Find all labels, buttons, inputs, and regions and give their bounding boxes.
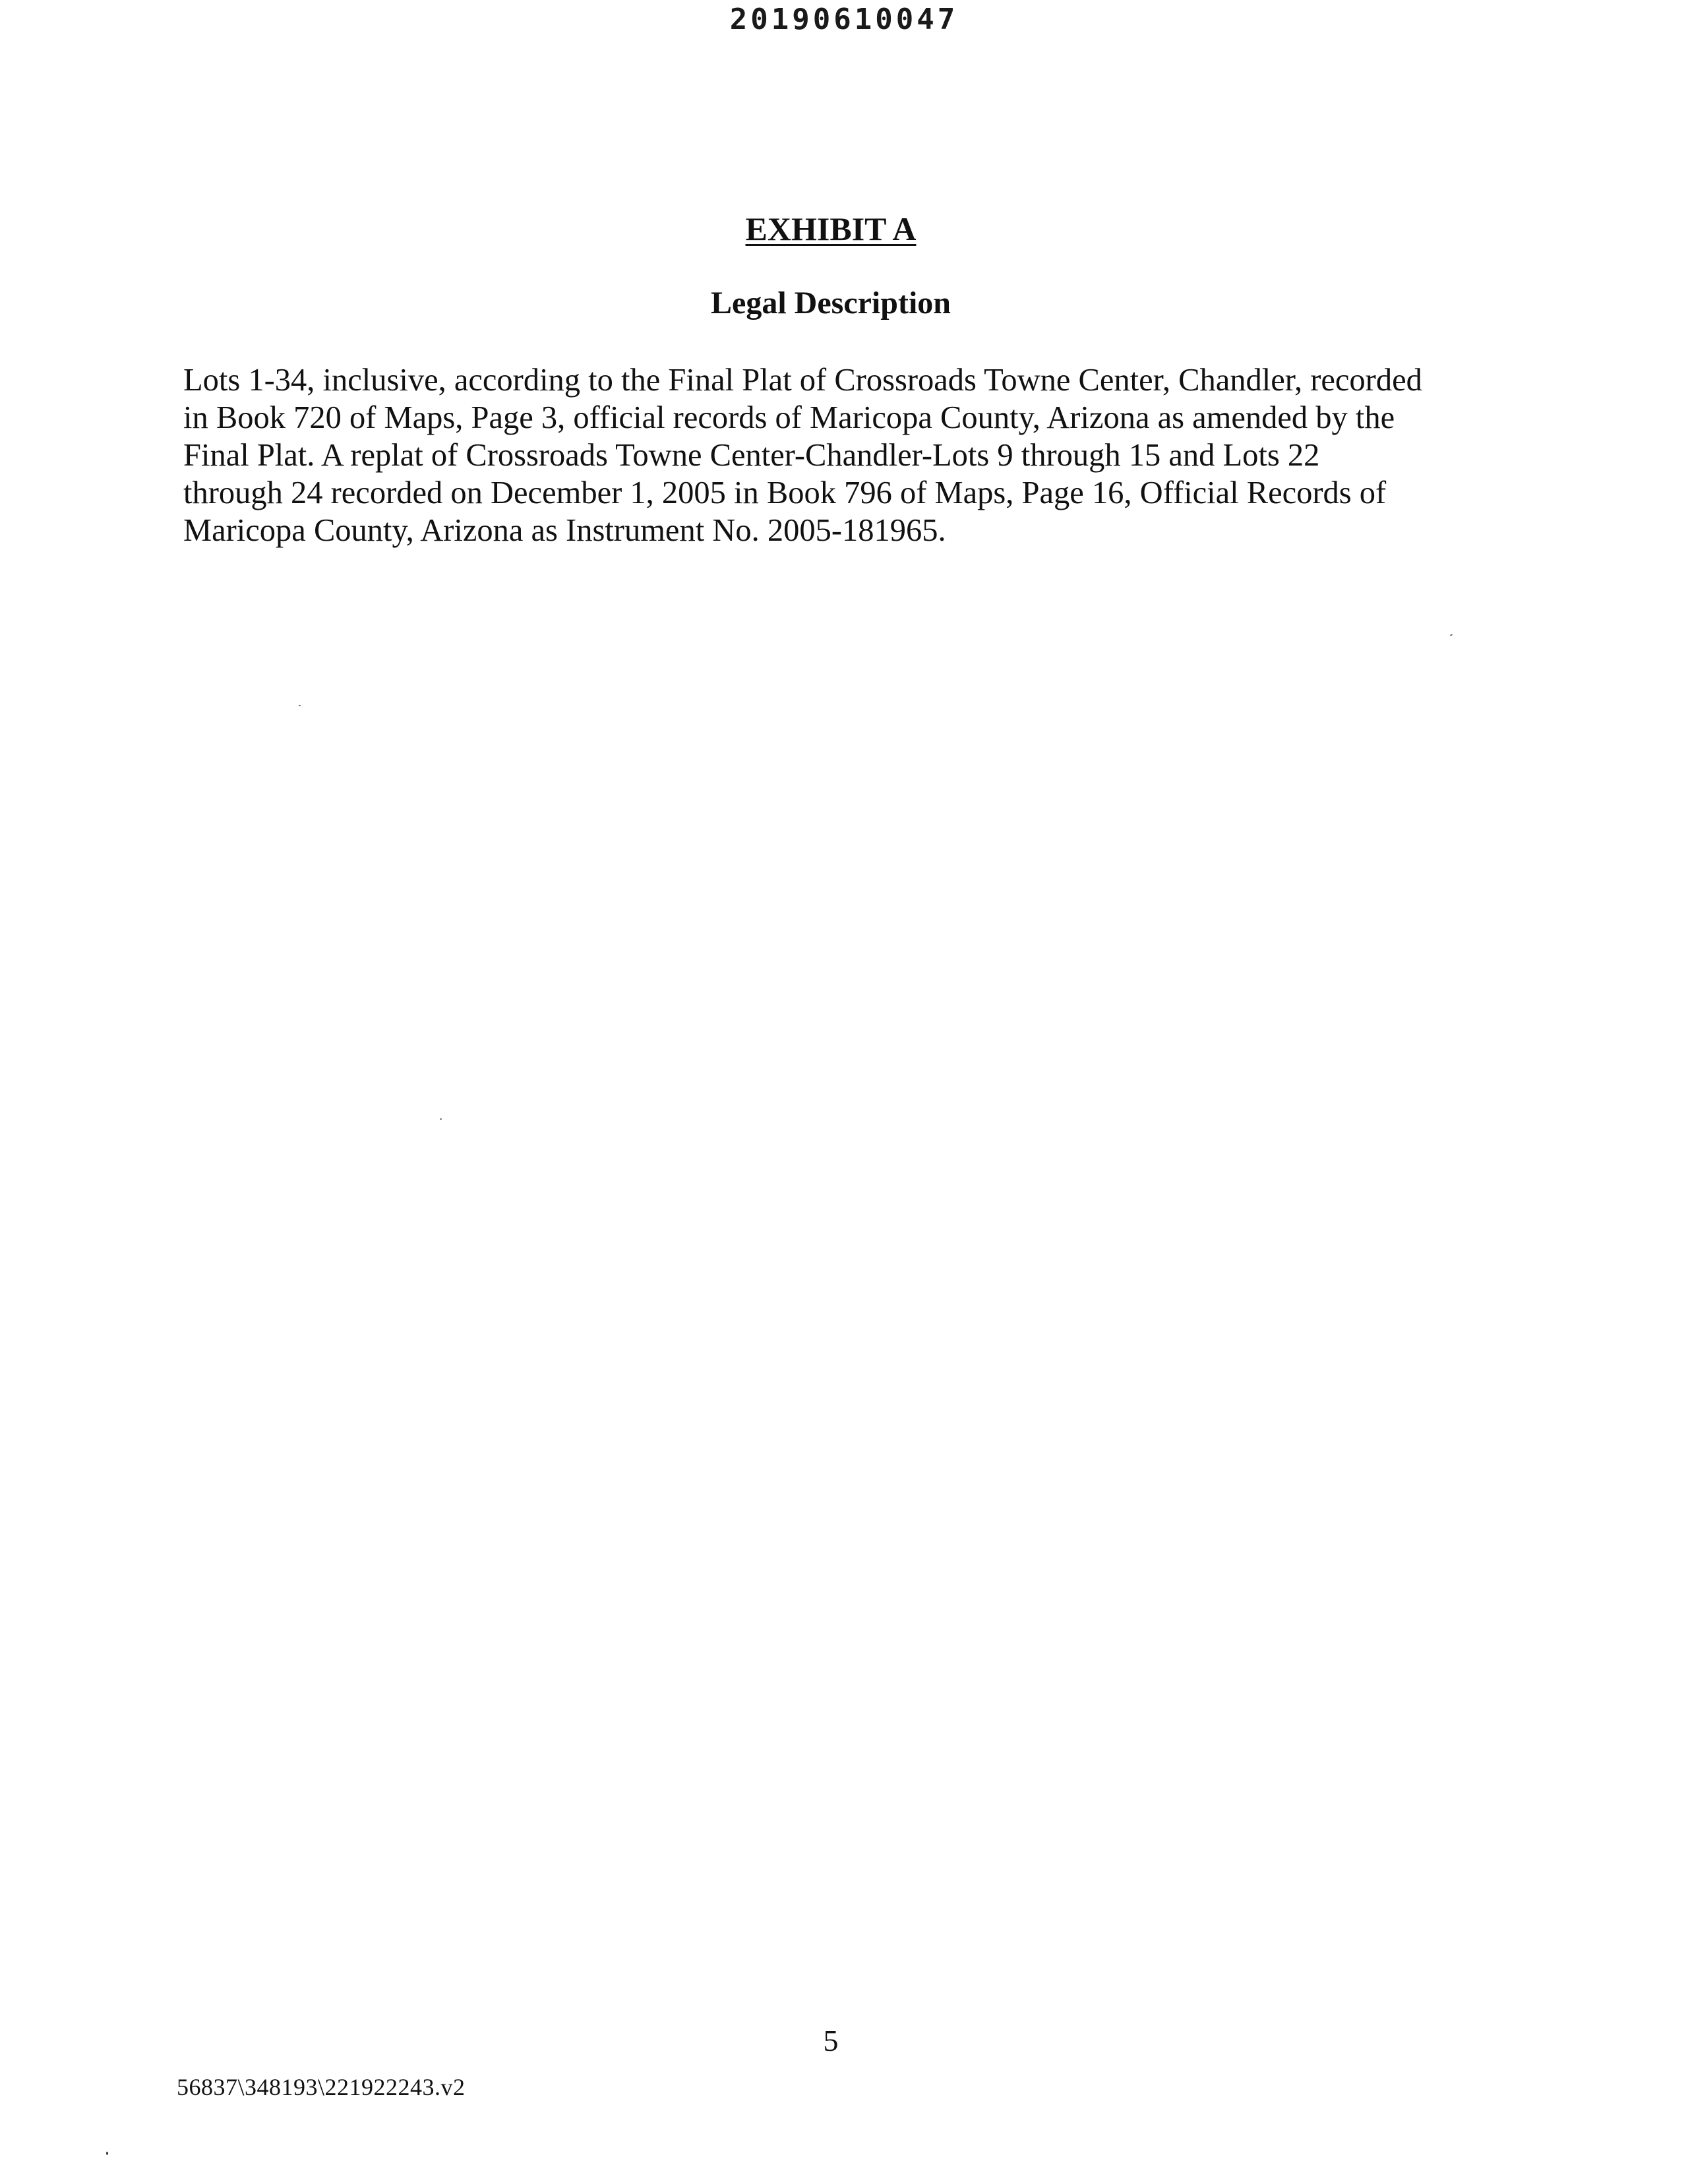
legal-description-body [183,361,1509,549]
legal-description-line: in Book 720 of Maps, Page 3, official records of Maricopa County, Arizona as amended by the [183,400,1395,435]
legal-description-line: Final Plat. A replat of Crossroads Towne Center-Chandler-Lots 9 through 15 and Lots 22 [183,438,1320,473]
legal-description-heading: Legal Description [711,286,951,320]
recording-number: 20190610047 [729,3,959,36]
scan-speck [440,1118,442,1120]
legal-description-line: Maricopa County, Arizona as Instrument No. 2005-181965. [183,513,946,548]
legal-description-line: through 24 recorded on December 1, 2005 in Book 796 of Maps, Page 16, Official Records of [183,475,1387,510]
document-id: 56837\348193\221922243.v2 [177,2074,466,2100]
page-number: 5 [823,2024,839,2057]
legal-description-line: Lots 1-34, inclusive, according to the Final Plat of Crossroads Towne Center, Chandler, recorded [183,363,1422,398]
scan-speck [106,2152,108,2155]
exhibit-title: EXHIBIT A [745,210,917,247]
scan-speck [299,705,301,706]
scan-speck [1450,634,1453,636]
